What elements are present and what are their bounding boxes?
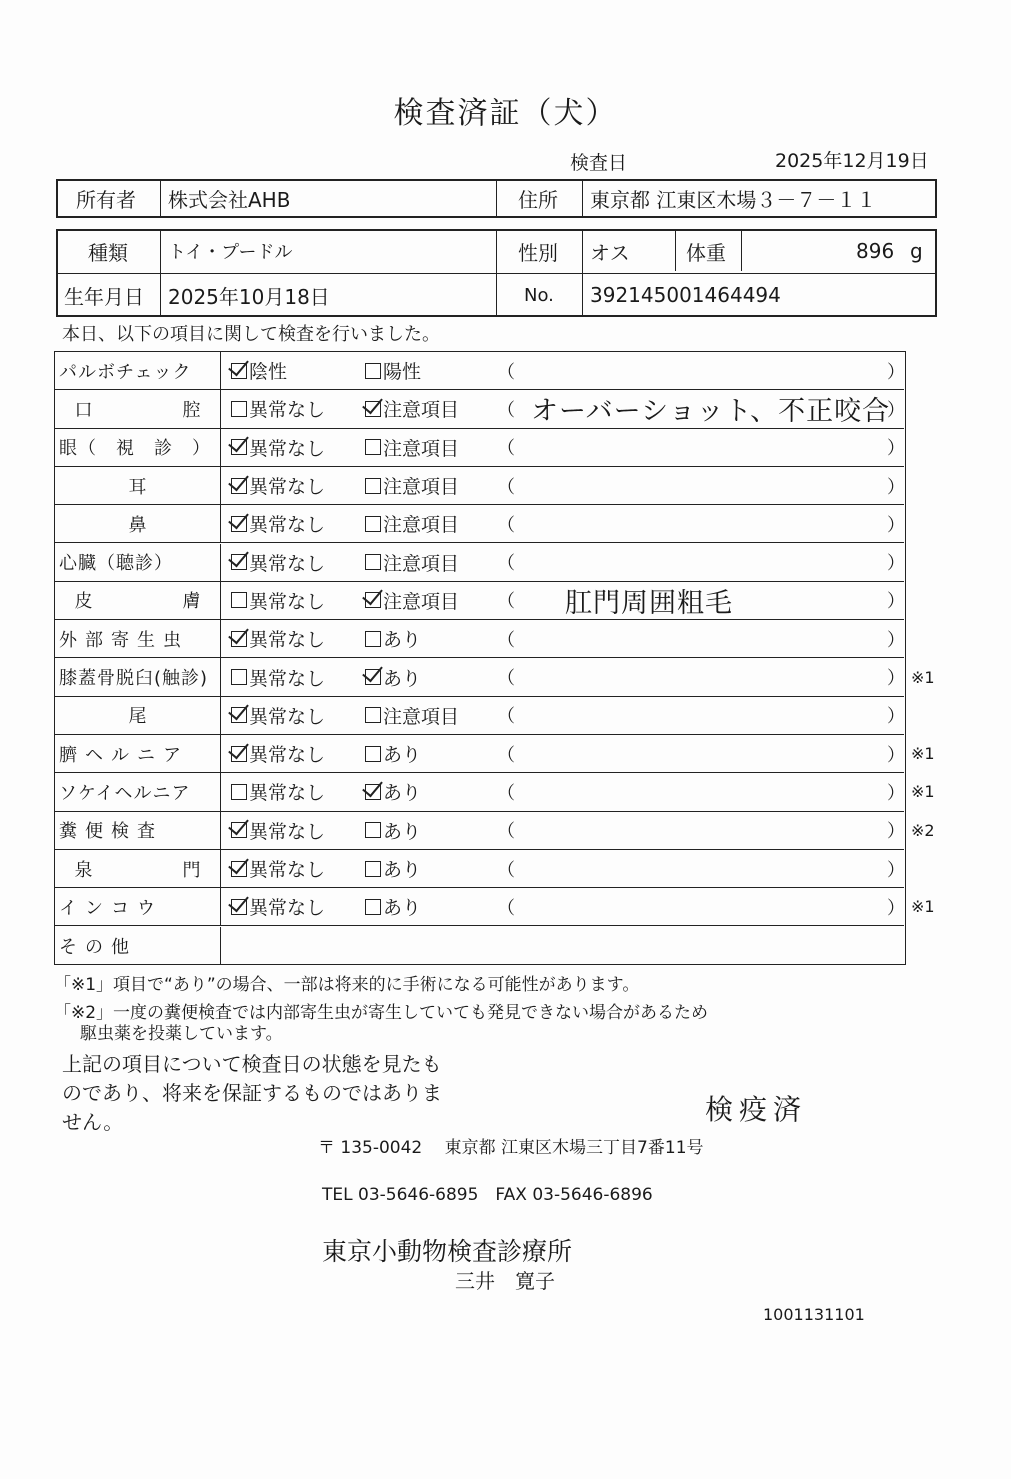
option-normal [231, 390, 325, 427]
check-row [55, 888, 935, 926]
option-label: 異常なし [249, 782, 326, 805]
paren-close: ） [887, 897, 905, 919]
paren-close: ） [887, 476, 905, 498]
paren-open: （ [497, 859, 515, 881]
option-attention [365, 544, 459, 581]
check-item-label: 鼻 [55, 505, 221, 542]
option-label: あり [383, 782, 422, 805]
paren-open: （ [497, 476, 515, 498]
check-item-label: 心臓（聴診） [55, 544, 221, 581]
check-item-label: 眼（ 視 診 ） [55, 429, 221, 466]
check-row [55, 735, 935, 773]
checked-box-icon [231, 707, 247, 723]
animal-table [56, 229, 937, 317]
option-attention [365, 812, 421, 849]
footnote-mark: ※1 [911, 744, 935, 764]
birth-value: 2025年10月18日 [168, 284, 330, 309]
option-normal [231, 582, 325, 619]
option-label: 異常なし [249, 667, 326, 690]
paren-open: （ [497, 399, 515, 421]
paren-open: （ [497, 361, 515, 383]
checkbox-icon [365, 363, 381, 379]
inspection-date: 2025年12月19日 [775, 150, 929, 172]
weight-unit: g [910, 239, 923, 263]
option-attention [365, 505, 459, 542]
footnote-2-cont: 駆虫薬を投薬しています。 [80, 1024, 283, 1044]
option-label: 異常なし [249, 859, 326, 882]
check-row [55, 467, 904, 505]
clinic-address: 〒 135-0042 東京都 江東区木場三丁目7番11号 [318, 1138, 704, 1158]
paren-open: （ [497, 553, 515, 575]
paren-close: ） [887, 629, 905, 651]
checkbox-icon [365, 554, 381, 570]
option-label: 陽性 [383, 361, 422, 384]
checked-box-icon [231, 478, 247, 494]
check-item-label: 糞便検査 [55, 812, 221, 849]
check-item-label: その他 [55, 927, 221, 965]
option-label: 注意項目 [383, 476, 460, 499]
paren-open: （ [497, 744, 515, 766]
checked-box-icon [365, 401, 381, 417]
breed-value: トイ・プードル [168, 242, 293, 263]
footnote-mark: ※1 [911, 897, 935, 917]
weight-label: 体重 [686, 240, 726, 265]
disclaimer: 上記の項目について検査日の状態を見たものであり、将来を保証するものではありません。 [62, 1052, 442, 1134]
owner-table [56, 179, 937, 218]
check-item-label: 尾 [55, 697, 221, 734]
option-normal [231, 888, 325, 925]
footnote-1: 「※1」項目で“あり”の場合、一部は将来的に手術になる可能性があります。 [54, 975, 640, 995]
option-label: 陰性 [249, 361, 288, 384]
option-attention [365, 773, 421, 810]
option-label: 異常なし [249, 744, 326, 767]
checkbox-icon [365, 439, 381, 455]
paren-open: （ [497, 591, 515, 613]
footnote-mark: ※1 [911, 782, 935, 802]
option-normal [231, 620, 325, 657]
paren-close: ） [887, 438, 905, 460]
check-table [54, 351, 935, 965]
check-item-label: 耳 [55, 467, 221, 504]
checkbox-icon [231, 669, 247, 685]
owner-label: 所有者 [76, 188, 136, 212]
checked-box-icon [231, 861, 247, 877]
option-label: 異常なし [249, 399, 326, 422]
option-normal [231, 735, 325, 772]
checkbox-icon [365, 707, 381, 723]
handwritten-note: 肛門周囲粗毛 [565, 587, 733, 619]
checkbox-icon [365, 861, 381, 877]
address-label: 住所 [518, 188, 558, 212]
check-row [55, 544, 904, 582]
check-item-label: 外部寄生虫 [55, 620, 221, 657]
inspection-date-label: 検査日 [570, 152, 628, 174]
checked-box-icon [231, 631, 247, 647]
page-title: 検査済証（犬） [393, 96, 618, 131]
check-row [55, 812, 935, 850]
checked-box-icon [365, 669, 381, 685]
option-label: 注意項目 [383, 514, 460, 537]
option-normal [231, 505, 325, 542]
option-label: 注意項目 [383, 590, 460, 613]
option-normal [231, 429, 325, 466]
option-label: あり [383, 859, 422, 882]
checked-box-icon [231, 363, 247, 379]
checked-box-icon [365, 784, 381, 800]
paren-close: ） [887, 361, 905, 383]
option-label: 異常なし [249, 629, 326, 652]
check-row [55, 927, 904, 965]
option-normal [231, 773, 325, 810]
check-row [55, 429, 904, 467]
owner-name: 株式会社AHB [168, 188, 291, 212]
option-label: 異常なし [249, 590, 326, 613]
paren-open: （ [497, 438, 515, 460]
checkbox-icon [365, 899, 381, 915]
option-attention [365, 429, 459, 466]
check-item-label: ソケイヘルニア [55, 773, 221, 810]
check-row [55, 658, 935, 696]
check-row [55, 620, 904, 658]
paren-close: ） [887, 821, 905, 843]
checkbox-icon [365, 822, 381, 838]
birth-label: 生年月日 [64, 284, 144, 309]
paren-open: （ [497, 706, 515, 728]
option-normal [231, 467, 325, 504]
option-attention [365, 888, 421, 925]
check-item-label: 皮 膚 [55, 582, 221, 619]
option-label: 異常なし [249, 705, 326, 728]
check-row [55, 390, 904, 428]
footnote-2: 「※2」一度の糞便検査では内部寄生虫が寄生していても発見できない場合があるため [54, 1003, 709, 1023]
breed-label: 種類 [88, 240, 128, 265]
option-label: 異常なし [249, 552, 326, 575]
checkbox-icon [365, 516, 381, 532]
microchip-number: 392145001464494 [590, 283, 781, 307]
checkbox-icon [365, 631, 381, 647]
check-row [55, 850, 904, 888]
option-label: 異常なし [249, 514, 326, 537]
check-item-label: パルボチェック [55, 352, 221, 389]
check-item-label: 膝蓋骨脱臼(触診) [55, 658, 221, 695]
option-normal [231, 352, 287, 389]
option-normal [231, 697, 325, 734]
check-row [55, 697, 904, 735]
footnote-mark: ※2 [911, 820, 935, 840]
option-attention [365, 620, 421, 657]
option-attention [365, 697, 459, 734]
paren-open: （ [497, 668, 515, 690]
checked-box-icon [231, 516, 247, 532]
paren-close: ） [887, 553, 905, 575]
paren-close: ） [887, 859, 905, 881]
checkbox-icon [231, 401, 247, 417]
option-label: あり [383, 897, 422, 920]
option-label: あり [383, 820, 422, 843]
check-item-label: 臍ヘルニア [55, 735, 221, 772]
checked-box-icon [231, 899, 247, 915]
check-item-label: 泉 門 [55, 850, 221, 887]
option-attention [365, 850, 421, 887]
quarantine-stamp: 検疫済 [705, 1093, 808, 1126]
paren-open: （ [497, 629, 515, 651]
option-normal [231, 544, 325, 581]
handwritten-note: オーバーショット、不正咬合 [531, 396, 891, 428]
check-item-label: インコウ [55, 888, 221, 925]
option-label: 異常なし [249, 437, 326, 460]
checked-box-icon [231, 439, 247, 455]
option-label: 注意項目 [383, 705, 460, 728]
paren-close: ） [887, 668, 905, 690]
paren-close: ） [887, 744, 905, 766]
option-label: 異常なし [249, 476, 326, 499]
paren-open: （ [497, 514, 515, 536]
paren-close: ） [887, 706, 905, 728]
option-attention [365, 467, 459, 504]
option-attention [365, 735, 421, 772]
owner-address: 東京都 江東区木場３－７－１１ [590, 188, 877, 212]
check-row [55, 773, 935, 811]
checkbox-icon [365, 478, 381, 494]
sex-label: 性別 [518, 240, 558, 265]
paren-close: ） [887, 782, 905, 804]
checked-box-icon [231, 746, 247, 762]
paren-open: （ [497, 897, 515, 919]
option-normal [231, 812, 325, 849]
checkbox-icon [231, 784, 247, 800]
paren-close: ） [887, 399, 905, 421]
option-label: あり [383, 667, 422, 690]
weight-value: 896 [856, 239, 895, 263]
clinic-name: 東京小動物検査診療所 [322, 1237, 573, 1266]
check-row [55, 582, 904, 620]
option-label: 異常なし [249, 897, 326, 920]
option-label: 注意項目 [383, 399, 460, 422]
check-row [55, 505, 904, 543]
paren-close: ） [887, 591, 905, 613]
document-number: 1001131101 [763, 1305, 865, 1324]
option-normal [231, 850, 325, 887]
footnote-mark: ※1 [911, 667, 935, 687]
option-attention [365, 352, 421, 389]
option-attention [365, 658, 421, 695]
paren-open: （ [497, 782, 515, 804]
checkbox-icon [365, 746, 381, 762]
checked-box-icon [231, 822, 247, 838]
option-label: 異常なし [249, 820, 326, 843]
check-item-label: 口 腔 [55, 390, 221, 427]
intro-text: 本日、以下の項目に関して検査を行いました。 [62, 324, 440, 345]
checked-box-icon [231, 554, 247, 570]
option-label: あり [383, 629, 422, 652]
checked-box-icon [365, 592, 381, 608]
option-label: 注意項目 [383, 552, 460, 575]
sex-value: オス [590, 240, 630, 265]
option-normal [231, 658, 325, 695]
check-row [55, 352, 904, 390]
paren-open: （ [497, 821, 515, 843]
option-label: あり [383, 744, 422, 767]
paren-close: ） [887, 514, 905, 536]
option-attention [365, 390, 459, 427]
checkbox-icon [231, 592, 247, 608]
option-attention [365, 582, 459, 619]
no-label: No. [524, 284, 554, 306]
clinic-contact: TEL 03-5646-6895 FAX 03-5646-6896 [322, 1185, 653, 1205]
option-label: 注意項目 [383, 437, 460, 460]
inspector-name: 三井 寛子 [455, 1269, 555, 1293]
